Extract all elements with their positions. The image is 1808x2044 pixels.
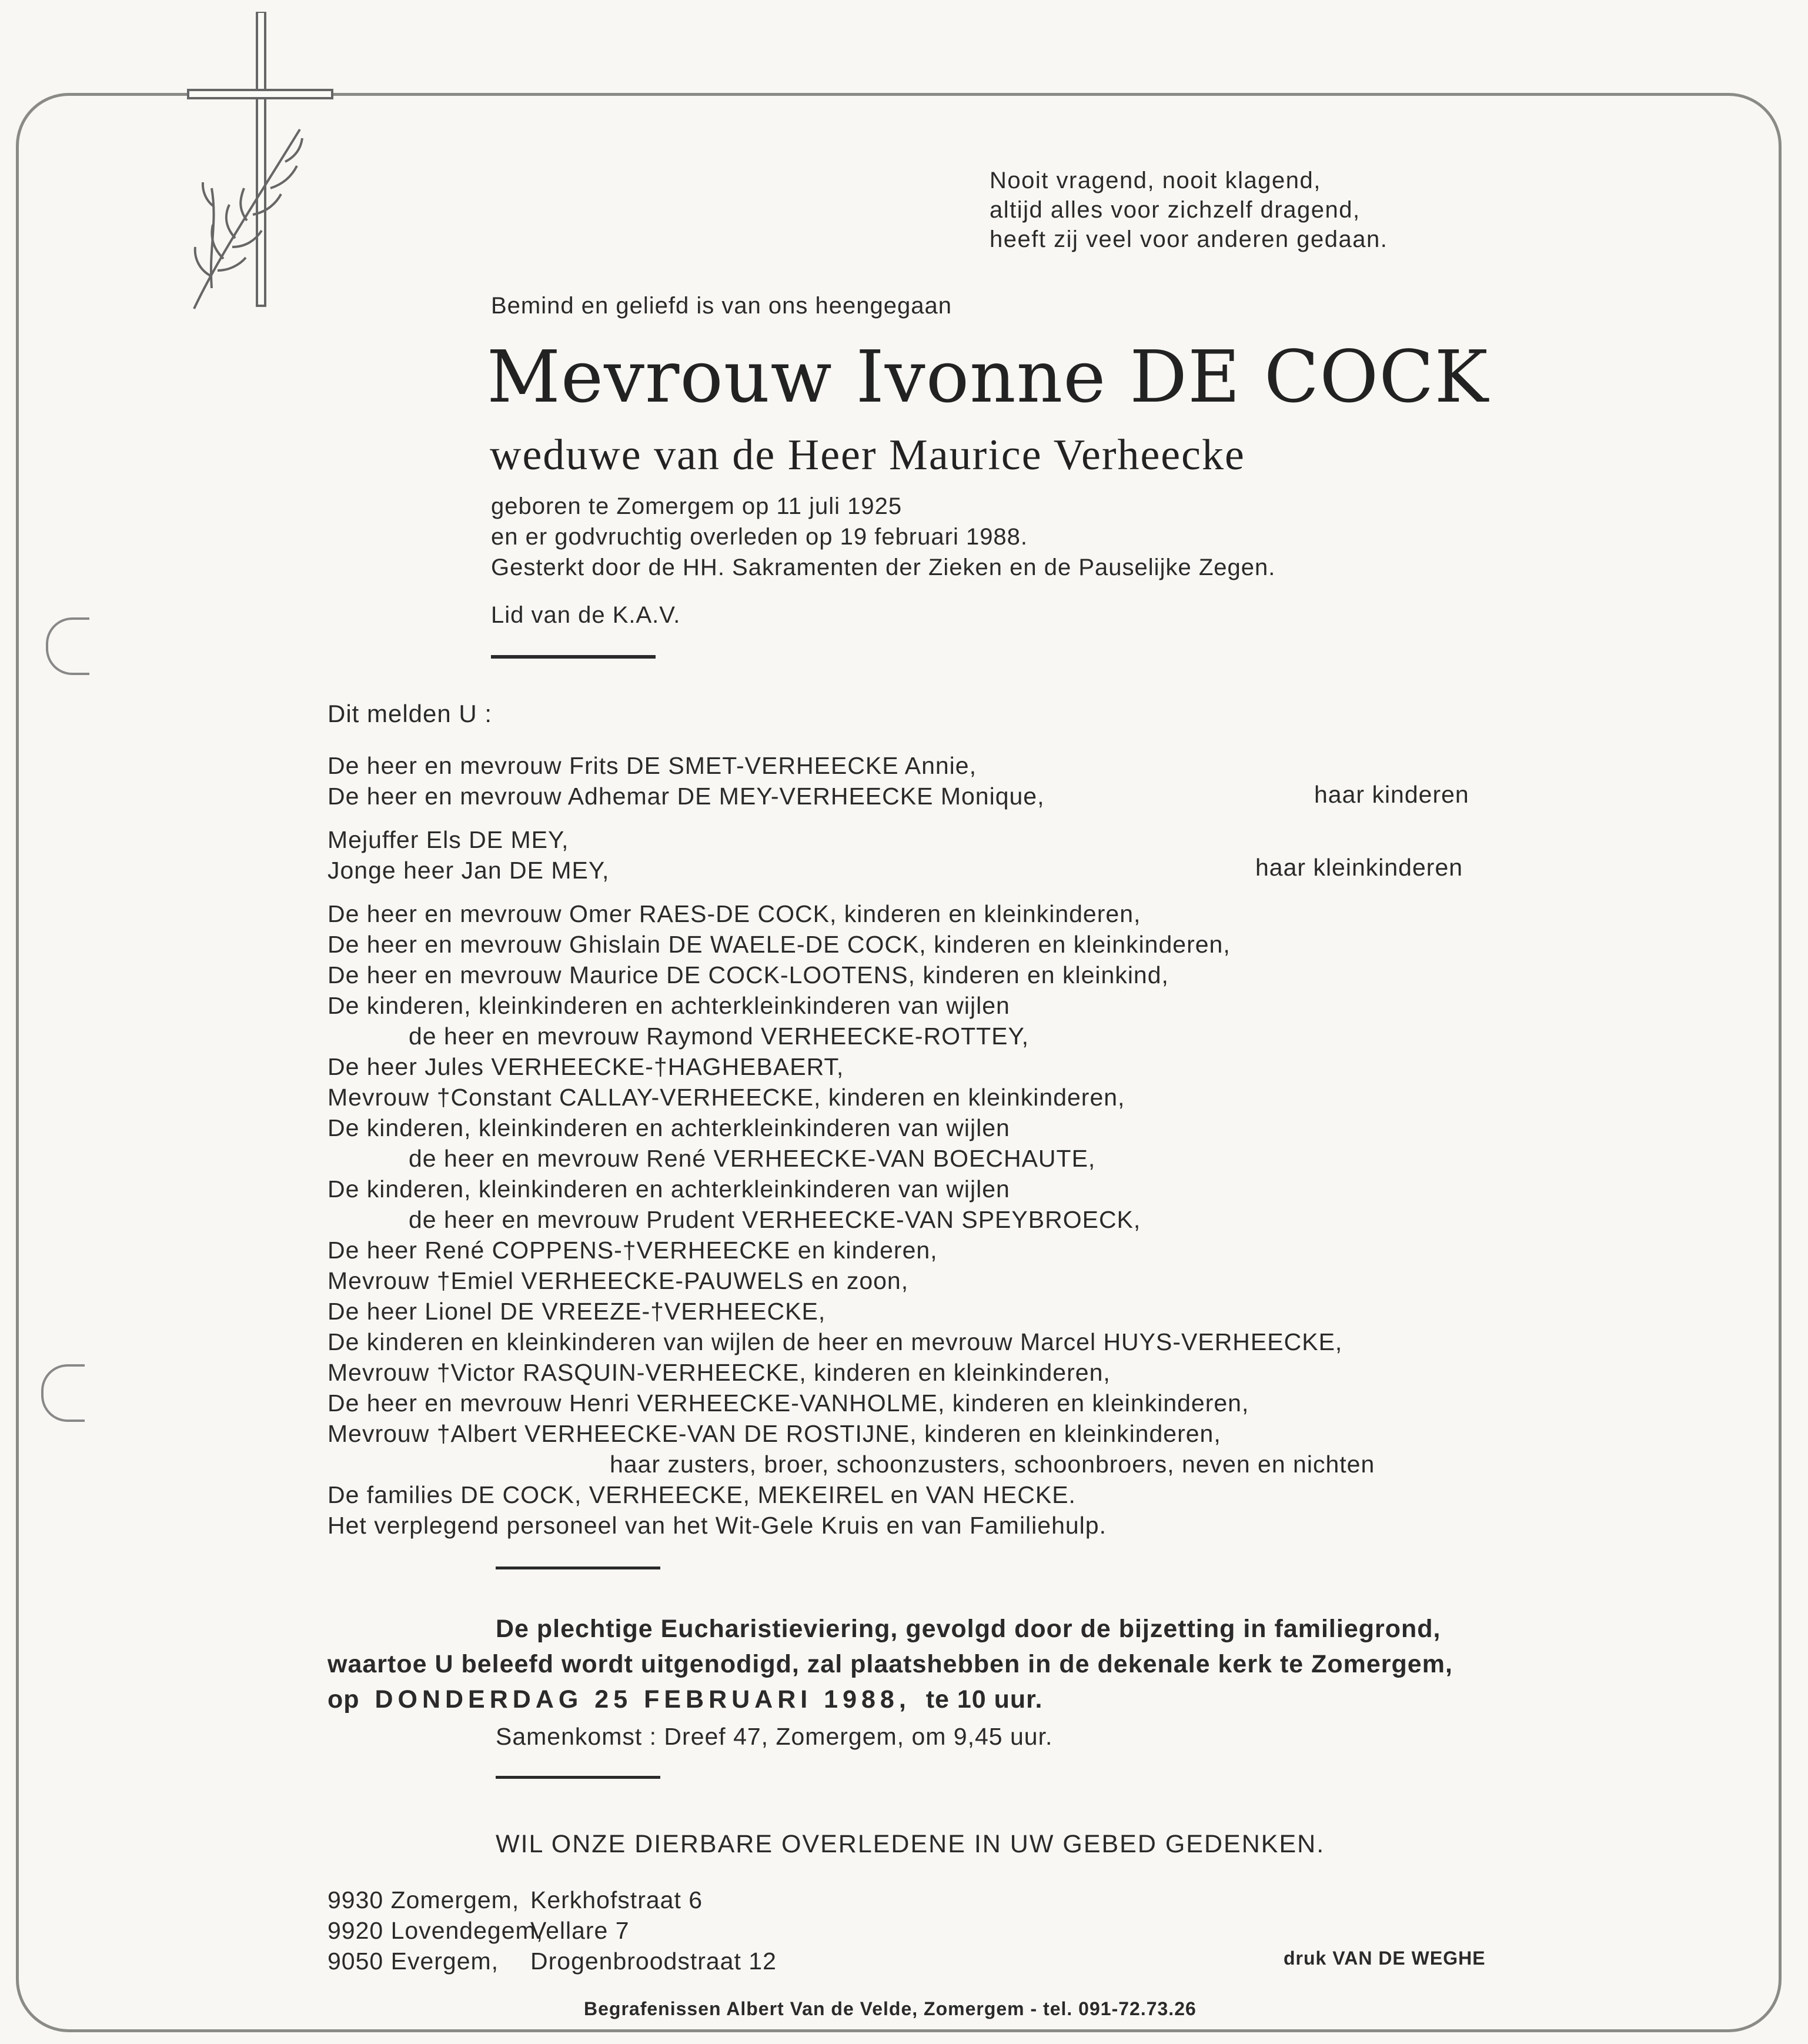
relative-line: De kinderen en kleinkinderen van wijlen de heer en mevrouw Marcel HUYS-VERHEECKE, bbox=[327, 1328, 1343, 1355]
relative-line: haar zusters, broer, schoonzusters, schoonbroers, neven en nichten bbox=[610, 1451, 1375, 1478]
service-prefix: op bbox=[327, 1685, 360, 1714]
widow-of: weduwe van de Heer Maurice Verheecke bbox=[490, 431, 1245, 479]
relative-line: Mevrouw †Emiel VERHEECKE-PAUWELS en zoon, bbox=[327, 1267, 909, 1294]
children-line: De heer en mevrouw Frits DE SMET-VERHEECKE Annie, bbox=[327, 752, 977, 779]
children-line: De heer en mevrouw Adhemar DE MEY-VERHEECKE Monique, bbox=[327, 783, 1045, 810]
born-line: geboren te Zomergem op 11 juli 1925 bbox=[491, 493, 903, 519]
relative-line: De heer en mevrouw Henri VERHEECKE-VANHOLME, kinderen en kleinkinderen, bbox=[327, 1390, 1249, 1417]
address-city: 9050 Evergem, bbox=[327, 1948, 499, 1975]
motto-line: altijd alles voor zichzelf dragend, bbox=[990, 197, 1361, 223]
relative-line: de heer en mevrouw Prudent VERHEECKE-VAN SPEYBROECK, bbox=[409, 1206, 1141, 1233]
deceased-name: Mevrouw Ivonne DE COCK bbox=[487, 335, 1489, 419]
gathering-info: Samenkomst : Dreef 47, Zomergem, om 9,45 uur. bbox=[496, 1723, 1053, 1750]
relative-line: De kinderen, kleinkinderen en achterkleinkinderen van wijlen bbox=[327, 1114, 1010, 1141]
relative-line: De heer en mevrouw Maurice DE COCK-LOOTENS, kinderen en kleinkind, bbox=[327, 961, 1169, 988]
binder-hole-bottom bbox=[41, 1364, 85, 1422]
motto-line: heeft zij veel voor anderen gedaan. bbox=[990, 226, 1388, 252]
relative-line: Mevrouw †Victor RASQUIN-VERHEECKE, kinderen en kleinkinderen, bbox=[327, 1359, 1111, 1386]
children-role: haar kinderen bbox=[1314, 781, 1469, 808]
relative-line: de heer en mevrouw Raymond VERHEECKE-ROTTEY, bbox=[409, 1023, 1029, 1050]
address-line bbox=[327, 1915, 777, 1946]
divider bbox=[491, 655, 656, 659]
family-addresses bbox=[327, 1885, 777, 1976]
printer-credit: druk VAN DE WEGHE bbox=[1284, 1948, 1486, 1969]
relative-line: De heer en mevrouw Omer RAES-DE COCK, kinderen en kleinkinderen, bbox=[327, 900, 1141, 927]
cross-with-branch-icon bbox=[176, 12, 353, 318]
died-line: en er godvruchtig overleden op 19 februari 1988. bbox=[491, 524, 1028, 550]
sacraments-line: Gesterkt door de HH. Sakramenten der Zieken en de Pauselijke Zegen. bbox=[491, 555, 1276, 580]
divider bbox=[496, 1567, 660, 1569]
birth-death-details bbox=[491, 491, 1275, 583]
relative-line: De heer René COPPENS-†VERHEECKE en kinderen, bbox=[327, 1237, 938, 1264]
divider bbox=[496, 1776, 660, 1779]
address-city: 9930 Zomergem, bbox=[327, 1886, 520, 1913]
relative-line: De kinderen, kleinkinderen en achterkleinkinderen van wijlen bbox=[327, 992, 1010, 1019]
relative-line: De heer Jules VERHEECKE-†HAGHEBAERT, bbox=[327, 1053, 844, 1080]
intro-text: Bemind en geliefd is van ons heengegaan bbox=[491, 293, 952, 319]
relative-line: De kinderen, kleinkinderen en achterkleinkinderen van wijlen bbox=[327, 1175, 1010, 1203]
service-date-line bbox=[327, 1682, 1453, 1717]
binder-hole-top bbox=[46, 617, 89, 675]
funeral-service-notice bbox=[327, 1611, 1453, 1717]
grandchildren-line: Jonge heer Jan DE MEY, bbox=[327, 857, 610, 884]
address-city: 9920 Lovendegem, bbox=[327, 1917, 544, 1944]
relatives-list bbox=[327, 899, 1375, 1541]
service-line: De plechtige Eucharistieviering, gevolgd door de bijzetting in familiegrond, bbox=[496, 1615, 1441, 1643]
mourners-list bbox=[327, 750, 1375, 1541]
relative-line: Het verplegend personeel van het Wit-Gele Kruis en van Familiehulp. bbox=[327, 1512, 1107, 1539]
relative-line: De heer Lionel DE VREEZE-†VERHEECKE, bbox=[327, 1298, 826, 1325]
address-line bbox=[327, 1885, 777, 1915]
relative-line: Mevrouw †Albert VERHEECKE-VAN DE ROSTIJNE, kinderen en kleinkinderen, bbox=[327, 1420, 1221, 1447]
relative-line: de heer en mevrouw René VERHEECKE-VAN BOECHAUTE, bbox=[409, 1145, 1096, 1172]
relative-line: Mevrouw †Constant CALLAY-VERHEECKE, kinderen en kleinkinderen, bbox=[327, 1084, 1125, 1111]
undertaker-credit: Begrafenissen Albert Van de Velde, Zomergem - tel. 091-72.73.26 bbox=[584, 1998, 1197, 2019]
service-line: waartoe U beleefd wordt uitgenodigd, zal plaatshebben in de dekenale kerk te Zomergem, bbox=[327, 1650, 1453, 1678]
motto-line: Nooit vragend, nooit klagend, bbox=[990, 168, 1321, 193]
announcement: Dit melden U : bbox=[327, 700, 493, 727]
address-line bbox=[327, 1946, 777, 1976]
relative-line: De families DE COCK, VERHEECKE, MEKEIREL en VAN HECKE. bbox=[327, 1481, 1076, 1508]
grandchildren-role: haar kleinkinderen bbox=[1255, 854, 1463, 881]
service-day: DONDERDAG 25 FEBRUARI 1988, bbox=[375, 1685, 911, 1714]
address-street: Drogenbroodstraat 12 bbox=[530, 1948, 777, 1975]
prayer-request: WIL ONZE DIERBARE OVERLEDENE IN UW GEBED GEDENKEN. bbox=[496, 1830, 1325, 1858]
membership-line: Lid van de K.A.V. bbox=[491, 602, 681, 628]
address-street: Kerkhofstraat 6 bbox=[530, 1886, 703, 1913]
address-street: Vellare 7 bbox=[530, 1917, 630, 1944]
relative-line: De heer en mevrouw Ghislain DE WAELE-DE COCK, kinderen en kleinkinderen, bbox=[327, 931, 1231, 958]
grandchildren-line: Mejuffer Els DE MEY, bbox=[327, 826, 569, 853]
motto-verse bbox=[990, 166, 1388, 254]
service-time: te 10 uur. bbox=[925, 1685, 1043, 1714]
